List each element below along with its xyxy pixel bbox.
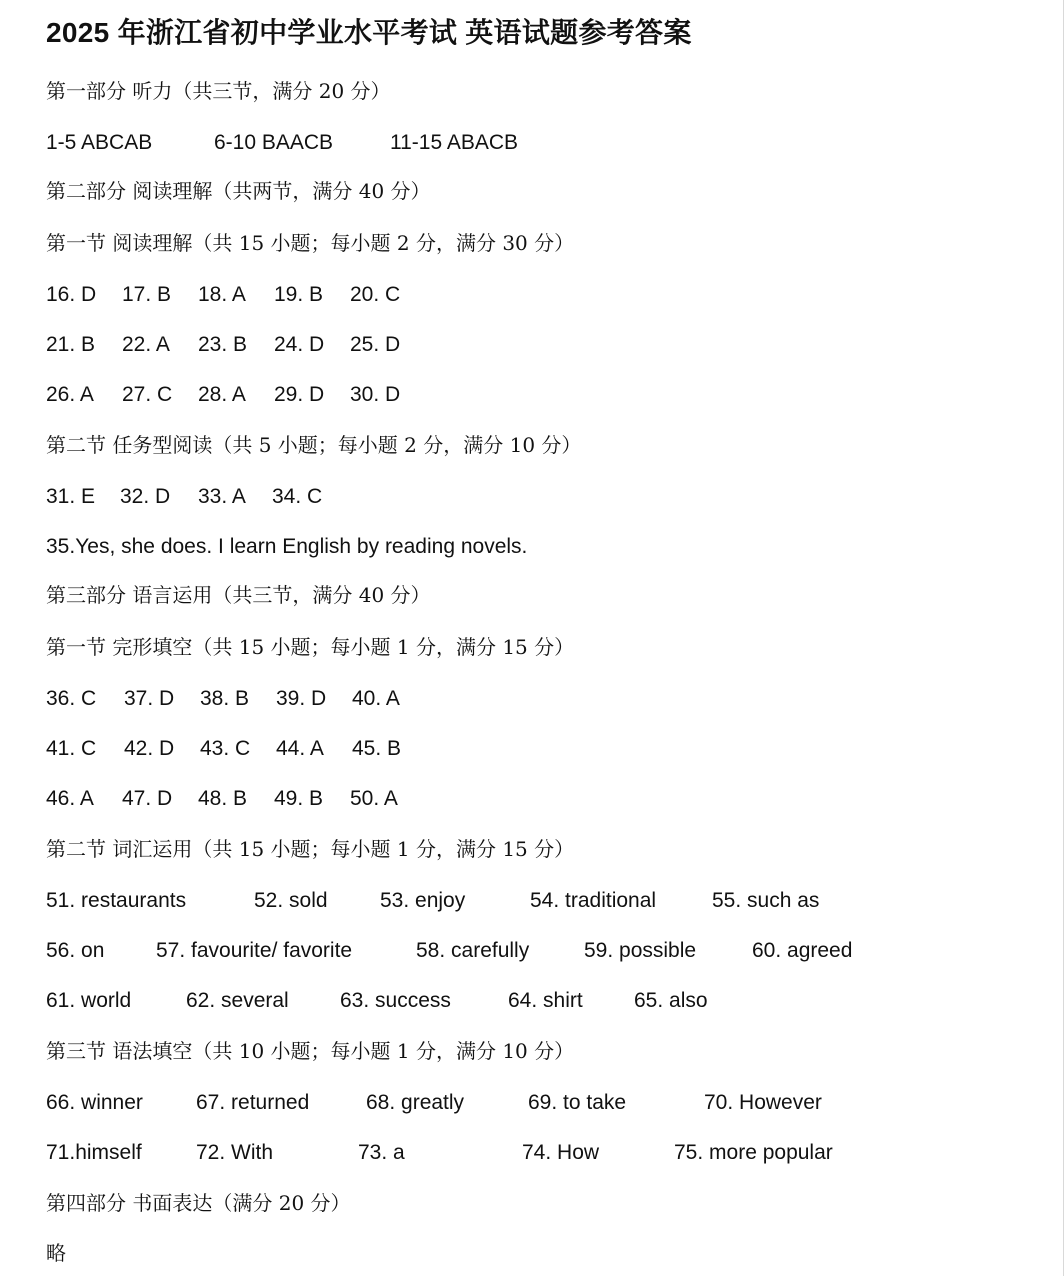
answer-item: 6-10 BAACB	[214, 131, 334, 154]
answer-item: 62. several	[186, 989, 289, 1012]
answer-item: 1-5 ABCAB	[46, 131, 153, 154]
answer-item: 66. winner	[46, 1091, 143, 1114]
section-heading-part4: 第四部分 书面表达（满分 20 分）	[46, 1191, 351, 1215]
answer-item: 48. B	[198, 787, 248, 810]
answer-item: 57. favourite/ favorite	[156, 939, 353, 962]
answer-item: 27. C	[122, 383, 173, 406]
section-heading-part3-s1: 第一节 完形填空（共 15 小题；每小题 1 分，满分 15 分）	[46, 635, 575, 659]
answer-item: 46. A	[46, 787, 94, 810]
answer-item: 65. also	[634, 989, 708, 1012]
answer-item: 54. traditional	[530, 889, 657, 912]
answer-35: 35.Yes, she does. I learn English by reading novels.	[46, 535, 528, 558]
answer-item: 25. D	[350, 333, 401, 356]
section-heading-part2: 第二部分 阅读理解（共两节，满分 40 分）	[46, 179, 431, 203]
answer-item: 70. However	[704, 1091, 822, 1114]
answer-item: 49. B	[274, 787, 324, 810]
answer-item: 50. A	[350, 787, 398, 810]
answer-item: 44. A	[276, 737, 324, 760]
answer-item: 16. D	[46, 283, 97, 306]
answer-item: 58. carefully	[416, 939, 530, 962]
answer-item: 42. D	[124, 737, 175, 760]
answer-item: 36. C	[46, 687, 97, 710]
answer-item: 28. A	[198, 383, 246, 406]
section-heading-part2-s1: 第一节 阅读理解（共 15 小题；每小题 2 分，满分 30 分）	[46, 231, 575, 255]
section-heading-part3: 第三部分 语言运用（共三节，满分 40 分）	[46, 583, 431, 607]
answer-item: 20. C	[350, 283, 401, 306]
answer-item: 19. B	[274, 283, 324, 306]
answer-item: 26. A	[46, 383, 94, 406]
answer-item: 71.himself	[46, 1141, 142, 1164]
answer-item: 74. How	[522, 1141, 600, 1164]
answer-item: 61. world	[46, 989, 132, 1012]
answer-item: 41. C	[46, 737, 97, 760]
answer-item: 45. B	[352, 737, 402, 760]
answer-item: 37. D	[124, 687, 175, 710]
answer-item: 30. D	[350, 383, 401, 406]
answer-item: 56. on	[46, 939, 105, 962]
answer-item: 24. D	[274, 333, 325, 356]
answer-item: 38. B	[200, 687, 250, 710]
document-title: 2025 年浙江省初中学业水平考试 英语试题参考答案	[46, 17, 692, 48]
answer-item: 21. B	[46, 333, 96, 356]
answer-item: 34. C	[272, 485, 323, 508]
answer-item: 51. restaurants	[46, 889, 187, 912]
answer-item: 53. enjoy	[380, 889, 466, 912]
answer-item: 17. B	[122, 283, 172, 306]
section-heading-part3-s3: 第三节 语法填空（共 10 小题；每小题 1 分，满分 10 分）	[46, 1039, 575, 1063]
answer-item: 60. agreed	[752, 939, 853, 962]
section-heading-part3-s2: 第二节 词汇运用（共 15 小题；每小题 1 分，满分 15 分）	[46, 837, 575, 861]
answer-item: 52. sold	[254, 889, 328, 912]
answer-item: 64. shirt	[508, 989, 583, 1012]
answer-item: 69. to take	[528, 1091, 627, 1114]
answer-item: 75. more popular	[674, 1141, 833, 1164]
answer-item: 47. D	[122, 787, 173, 810]
answer-item: 72. With	[196, 1141, 274, 1164]
writing-answer-omitted: 略	[46, 1241, 66, 1265]
answer-item: 40. A	[352, 687, 400, 710]
answer-item: 29. D	[274, 383, 325, 406]
answer-item: 63. success	[340, 989, 451, 1012]
answer-item: 73. a	[358, 1141, 405, 1164]
answer-item: 55. such as	[712, 889, 820, 912]
answer-item: 43. C	[200, 737, 251, 760]
answer-item: 22. A	[122, 333, 170, 356]
answer-item: 67. returned	[196, 1091, 310, 1114]
answer-item: 11-15 ABACB	[390, 131, 519, 154]
answer-item: 31. E	[46, 485, 96, 508]
answer-item: 59. possible	[584, 939, 697, 962]
section-heading-part2-s2: 第二节 任务型阅读（共 5 小题；每小题 2 分，满分 10 分）	[46, 433, 582, 457]
answer-item: 18. A	[198, 283, 246, 306]
section-heading-part1: 第一部分 听力（共三节，满分 20 分）	[46, 79, 391, 103]
answer-item: 39. D	[276, 687, 327, 710]
answer-item: 32. D	[120, 485, 171, 508]
answer-item: 33. A	[198, 485, 246, 508]
answer-item: 68. greatly	[366, 1091, 465, 1114]
answer-item: 23. B	[198, 333, 248, 356]
